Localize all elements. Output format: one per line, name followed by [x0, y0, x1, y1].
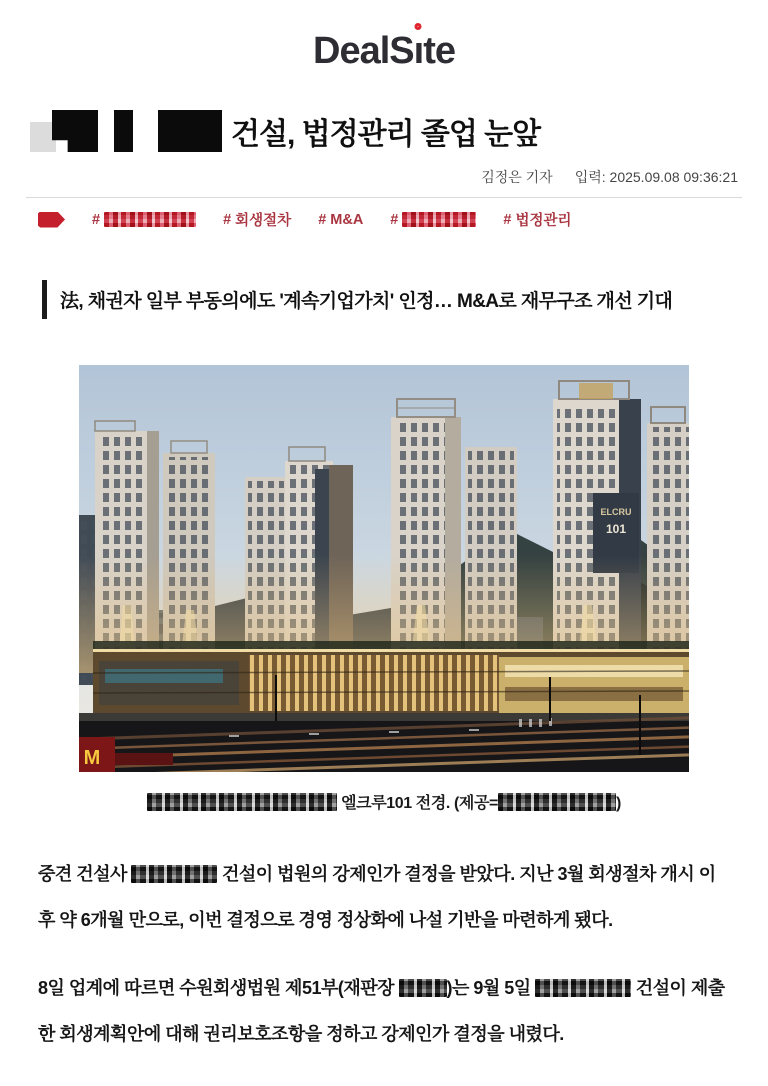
- redacted-company-name: [131, 865, 217, 883]
- photo-caption: [0, 790, 768, 813]
- logo-i-with-ring: ı: [414, 30, 424, 73]
- redaction-block: [114, 110, 133, 152]
- redacted-company-name: [535, 979, 631, 997]
- elcru-sign-number: 101: [605, 522, 627, 536]
- redacted-caption-prefix: [147, 793, 337, 811]
- headline: [30, 109, 738, 153]
- reporter-name: 김정은 기자: [481, 169, 553, 185]
- mcdonalds-m-icon: M: [83, 747, 101, 769]
- podium-building: [93, 649, 689, 715]
- redacted-judge-name: [399, 979, 447, 997]
- article-photo: [79, 365, 689, 772]
- hashtag-mna[interactable]: # M&A: [318, 211, 364, 228]
- headline-text: 건설, 법정관리 졸업 눈앞: [231, 118, 541, 151]
- tag-icon: [38, 212, 65, 228]
- logo-red-ring-icon: [415, 23, 422, 30]
- redacted-tag-text: [402, 212, 476, 227]
- redacted-tag-text: [104, 212, 196, 227]
- body-paragraph-1: 중견 건설사 건설이 법원의 강제인가 결정을 받았다. 지난 3월 회생절차 개시 이후 약 6개월 만으로, 이번 결정으로 경영 정상화에 나설 기반을 마련하게 됐다.: [38, 864, 716, 930]
- elcru-sign-text: ELCRU: [600, 507, 632, 517]
- caption-close: ): [616, 795, 621, 812]
- sub-headline-text: 法, 채권자 일부 부동의에도 '계속기업가치' 인정… M&A로 재무구조 개선 기대: [60, 291, 673, 312]
- redacted-caption-provider: [498, 793, 616, 811]
- body-paragraph-2: 8일 업계에 따르면 수원회생법원 제51부(재판장 )는 9월 5일 건설이 제출한 회생계획안에 대해 권리보호조항을 정하고 강제인가 결정을 내렸다.: [38, 978, 725, 1044]
- header: [0, 30, 768, 73]
- published-datetime: 입력: 2025.09.08 09:36:21: [574, 169, 738, 185]
- hashtag-rehab-procedure[interactable]: # 회생절차: [223, 211, 292, 229]
- tag-list: [38, 209, 730, 230]
- redaction-block: [158, 110, 222, 152]
- hashtag-court-management[interactable]: # 법정관리: [503, 211, 572, 229]
- hashtag-redacted[interactable]: #: [92, 212, 196, 228]
- apartment-photo-illustration: [79, 365, 689, 772]
- redaction-block: [52, 110, 98, 152]
- divider-line: [26, 197, 742, 198]
- headline-redacted-company: [30, 110, 222, 152]
- hashtag-redacted[interactable]: #: [390, 212, 476, 228]
- caption-text: 엘크루101 전경. (제공=: [341, 795, 498, 812]
- dealsite-logo[interactable]: [313, 30, 455, 73]
- sub-headline: [42, 280, 728, 319]
- byline: [30, 167, 738, 187]
- logo-text-pre: DealS: [313, 30, 414, 72]
- logo-text-post: te: [423, 30, 455, 72]
